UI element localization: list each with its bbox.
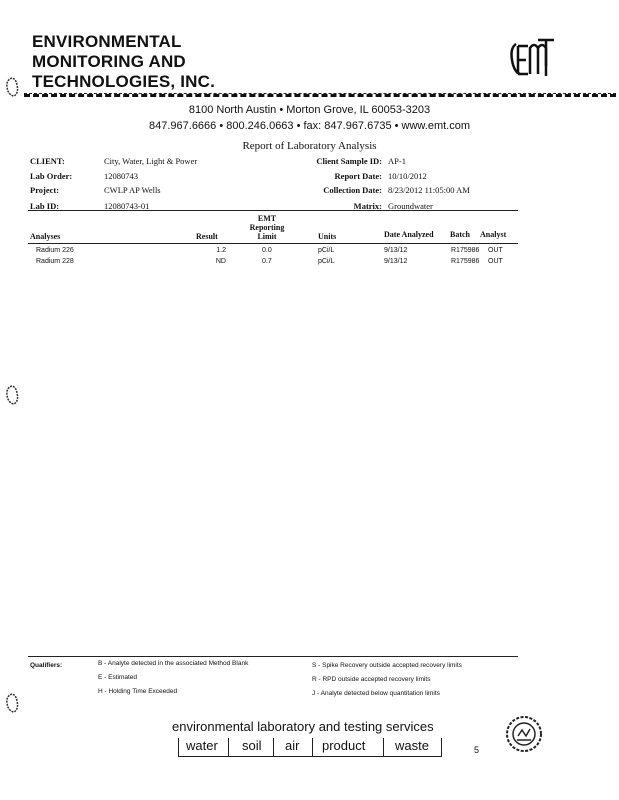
binder-hole-icon: [4, 76, 20, 98]
qualifier-s: S - Spike Recovery outside accepted recovery limits: [312, 662, 462, 669]
cell-date: 9/13/12: [384, 247, 408, 254]
col-result: Result: [196, 232, 218, 241]
col-analyses: Analyses: [30, 232, 61, 241]
cell-analysis: Radium 228: [36, 258, 74, 265]
lab-id-label: Lab ID:: [30, 201, 60, 211]
cell-units: pCi/L: [318, 247, 335, 254]
table-row: [0, 247, 619, 257]
emt-logo-icon: [506, 36, 556, 80]
company-name: [32, 32, 215, 92]
cell-units: pCi/L: [318, 258, 335, 265]
company-name-line2: MONITORING AND: [32, 52, 186, 71]
accreditation-seal-icon: [504, 714, 544, 754]
service-water: water: [186, 738, 218, 753]
cell-batch: R175986: [451, 258, 480, 265]
qualifier-h: H - Holding Time Exceeded: [98, 688, 178, 695]
binder-hole-icon: [4, 384, 20, 406]
qualifier-e: E - Estimated: [98, 674, 138, 681]
service-divider: [228, 738, 229, 757]
collection-date-value: 8/23/2012 11:05:00 AM: [388, 185, 470, 195]
service-divider: [312, 738, 313, 757]
client-sample-value: AP-1: [388, 156, 406, 166]
footer-tagline: environmental laboratory and testing services: [172, 719, 434, 734]
qualifiers-rule: [28, 656, 518, 657]
qualifier-b: B - Analyte detected in the associated Method Blank: [98, 660, 249, 667]
company-name-line1: ENVIRONMENTAL: [32, 32, 182, 51]
qualifiers-label: Qualifiers:: [30, 662, 63, 669]
cell-result: 1.2: [216, 247, 226, 254]
report-date-value: 10/10/2012: [388, 171, 427, 181]
service-divider: [273, 738, 274, 757]
table-row: [0, 258, 619, 268]
header-rule: [24, 93, 616, 97]
service-divider: [441, 738, 442, 757]
client-sample-label: Client Sample ID:: [316, 156, 382, 166]
service-soil: soil: [242, 738, 262, 753]
page-number: 5: [474, 745, 480, 755]
service-waste: waste: [395, 738, 429, 753]
collection-date-label: Collection Date:: [323, 185, 382, 195]
service-divider: [178, 738, 179, 757]
col-rl-line2: Reporting: [249, 223, 285, 232]
col-rl-line1: EMT: [257, 214, 277, 223]
qualifier-r: R - RPD outside accepted recovery limits: [312, 676, 431, 683]
service-baseline: [178, 756, 442, 757]
col-batch: Batch: [450, 230, 470, 239]
service-product: product: [322, 738, 366, 753]
address-street: 8100 North Austin • Morton Grove, IL 60053-3203: [188, 104, 431, 116]
company-name-line3: TECHNOLOGIES, INC.: [32, 72, 216, 91]
binder-hole-icon: [4, 692, 20, 714]
col-units: Units: [318, 232, 337, 241]
matrix-value: Groundwater: [388, 201, 433, 211]
qualifier-j: J - Analyte detected below quantitation limits: [312, 690, 440, 697]
col-date-analyzed: Date Analyzed: [384, 230, 434, 239]
cell-limit: 0.0: [262, 247, 272, 254]
matrix-label: Matrix:: [353, 201, 382, 211]
cell-result: ND: [215, 258, 226, 265]
col-reporting-limit: [238, 214, 296, 241]
report-title: Report of Laboratory Analysis: [242, 140, 377, 152]
cell-batch: R175986: [451, 247, 480, 254]
cell-limit: 0.7: [262, 258, 272, 265]
col-analyst: Analyst: [480, 230, 507, 239]
client-value: City, Water, Light & Power: [104, 156, 198, 166]
cell-date: 9/13/12: [384, 258, 408, 265]
lab-order-label: Lab Order:: [30, 171, 73, 181]
info-rule: [28, 210, 518, 211]
service-divider: [383, 738, 384, 757]
address-contact: 847.967.6666 • 800.246.0663 • fax: 847.967.6735 • www.emt.com: [149, 120, 470, 132]
project-label: Project:: [30, 185, 60, 195]
service-air: air: [285, 738, 300, 753]
cell-analyst: OUT: [488, 247, 503, 254]
col-rl-line3: Limit: [257, 232, 277, 241]
lab-id-value: 12080743-01: [104, 201, 150, 211]
project-value: CWLP AP Wells: [104, 185, 161, 195]
cell-analyst: OUT: [488, 258, 503, 265]
cell-analysis: Radium 226: [36, 247, 74, 254]
table-header-rule: [28, 243, 518, 244]
lab-order-value: 12080743: [104, 171, 138, 181]
report-date-label: Report Date:: [334, 171, 382, 181]
client-label: CLIENT:: [30, 156, 65, 166]
